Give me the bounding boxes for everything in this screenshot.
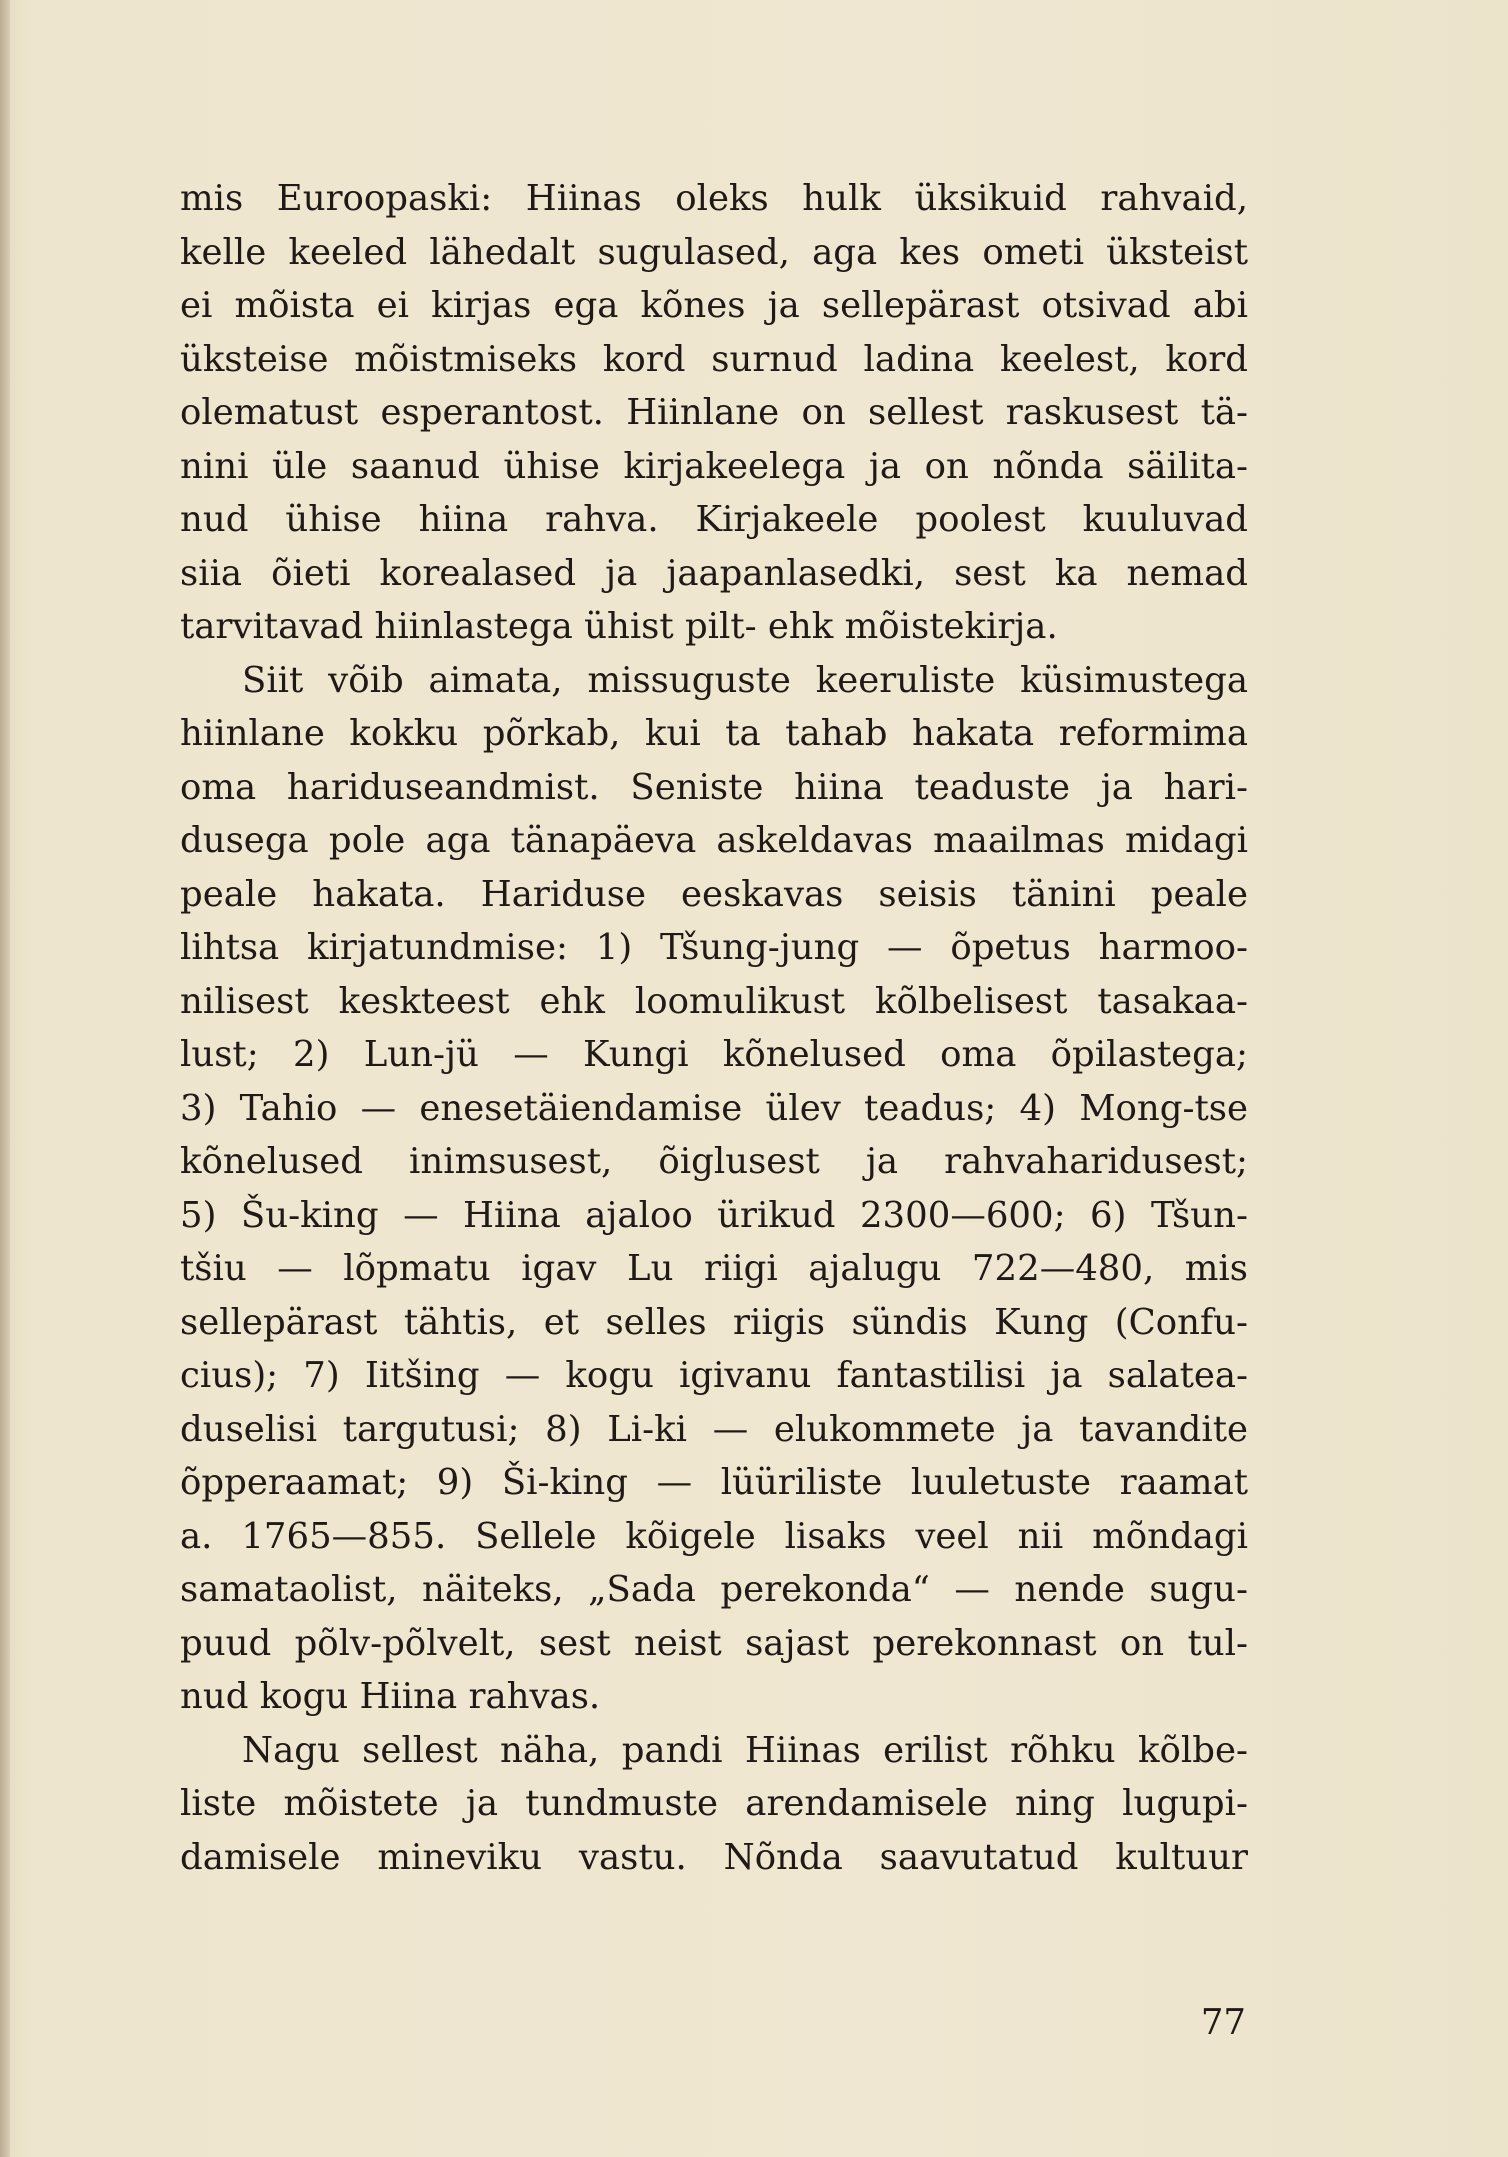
text-line: mis Euroopaski: Hiinas oleks hulk üksikuid rahvaid, bbox=[180, 178, 1248, 219]
text-line: cius); 7) Iitšing — kogu igivanu fantastilisi ja salatea- bbox=[180, 1355, 1248, 1396]
text-line: nilisest keskteest ehk loomulikust kõlbelisest tasakaa- bbox=[180, 980, 1248, 1022]
text-line: 3) Tahio — enesetäiendamise ülev teadus; 4) Mong-tse bbox=[180, 1087, 1248, 1129]
text-line: nud ühise hiina rahva. Kirjakeele poolest kuuluvad bbox=[180, 499, 1248, 540]
text-line: dusega pole aga tänapäeva askeldavas maailmas midagi bbox=[180, 820, 1248, 861]
text-line: tšiu — lõpmatu igav Lu riigi ajalugu 722—480, mis bbox=[180, 1248, 1248, 1289]
page-binding-edge bbox=[0, 0, 10, 2157]
text-line: damisele mineviku vastu. Nõnda saavutatud kultuur bbox=[180, 1836, 1248, 1878]
page-number: 77 bbox=[1200, 2002, 1246, 2043]
text-line: nini üle saanud ühise kirjakeelega ja on nõnda säilita- bbox=[180, 445, 1248, 487]
text-line: nud kogu Hiina rahvas. bbox=[180, 1676, 601, 1717]
text-line: 5) Šu-king — Hiina ajaloo ürikud 2300—600; 6) Tšun- bbox=[180, 1194, 1248, 1236]
text-line: ei mõista ei kirjas ega kõnes ja sellepärast otsivad abi bbox=[180, 285, 1248, 326]
text-line: olematust esperantost. Hiinlane on sellest raskusest tä- bbox=[180, 392, 1248, 433]
text-line: siia õieti korealased ja jaapanlasedki, sest ka nemad bbox=[180, 552, 1248, 594]
paragraph-2 bbox=[180, 654, 1248, 1724]
text-line: õpperaamat; 9) Ši-king — lüüriliste luuletuste raamat bbox=[180, 1462, 1248, 1503]
text-line: lihtsa kirjatundmise: 1) Tšung-jung — õpetus harmoo- bbox=[180, 927, 1248, 968]
text-line: oma hariduseandmist. Seniste hiina teaduste ja hari- bbox=[180, 766, 1248, 808]
text-line: hiinlane kokku põrkab, kui ta tahab hakata reformima bbox=[180, 713, 1248, 754]
text-line: samataolist, näiteks, „Sada perekonda“ — nende sugu- bbox=[180, 1569, 1248, 1610]
text-line: duselisi targutusi; 8) Li-ki — elukommete ja tavandite bbox=[180, 1408, 1248, 1450]
body-text bbox=[180, 172, 1248, 1884]
text-line: peale hakata. Hariduse eeskavas seisis tänini peale bbox=[180, 873, 1248, 915]
text-line: a. 1765—855. Sellele kõigele lisaks veel nii mõndagi bbox=[180, 1515, 1248, 1557]
text-line: puud põlv-põlvelt, sest neist sajast perekonnast on tul- bbox=[180, 1622, 1248, 1664]
text-line: sellepärast tähtis, et selles riigis sündis Kung (Confu- bbox=[180, 1301, 1248, 1343]
paragraph-3 bbox=[180, 1724, 1248, 1885]
text-line: kõnelused inimsusest, õiglusest ja rahvaharidusest; bbox=[180, 1141, 1248, 1182]
text-line: Nagu sellest näha, pandi Hiinas erilist rõhku kõlbe- bbox=[242, 1729, 1248, 1771]
text-line: liste mõistete ja tundmuste arendamisele ning lugupi- bbox=[180, 1783, 1248, 1824]
text-line: Siit võib aimata, missuguste keeruliste küsimustega bbox=[242, 659, 1248, 701]
text-line: tarvitavad hiinlastega ühist pilt- ehk mõistekirja. bbox=[180, 606, 1058, 647]
text-line: lust; 2) Lun-jü — Kungi kõnelused oma õpilastega; bbox=[180, 1034, 1248, 1075]
paragraph-1 bbox=[180, 172, 1248, 654]
text-line: üksteise mõistmiseks kord surnud ladina keelest, kord bbox=[180, 338, 1248, 380]
text-line: kelle keeled lähedalt sugulased, aga kes ometi üksteist bbox=[180, 231, 1248, 273]
